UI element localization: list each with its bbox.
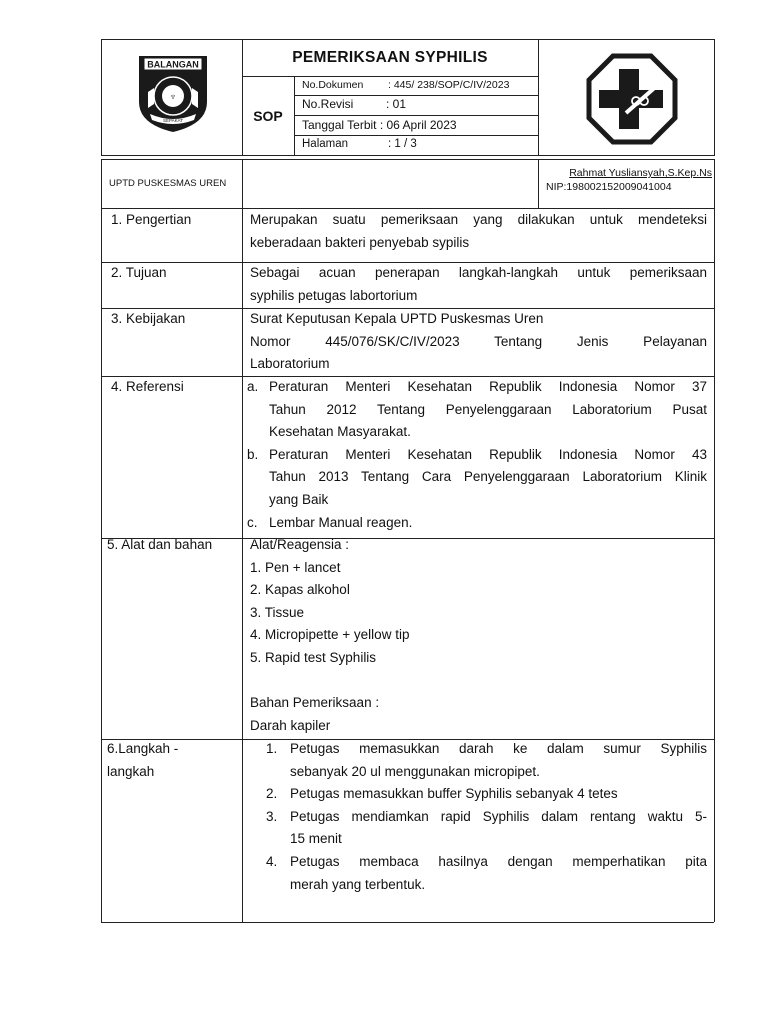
field-no-revisi [302, 95, 538, 115]
reference-item [247, 444, 707, 512]
header-divider-emblem [538, 39, 539, 156]
label-tujuan: 2. Tujuan [111, 265, 167, 280]
content-langkah [266, 738, 707, 896]
text-line: syphilis petugas labortorium [250, 287, 418, 303]
step-item [266, 806, 707, 851]
label-kebijakan: 3. Kebijakan [111, 311, 186, 326]
list-marker: a. [247, 379, 259, 394]
content-alat-dan-bahan [250, 534, 707, 737]
content-kebijakan [250, 308, 707, 376]
content-pengertian [250, 209, 707, 254]
bahan-heading: Bahan Pemeriksaan : [250, 695, 380, 711]
unit-row-top [101, 159, 714, 160]
field-halaman [302, 135, 538, 155]
text-line: Tahun 2012 Tentang Penyelenggaraan Laboratorium Pusat [269, 401, 707, 417]
logo-text-bottom: SEPAKAT [162, 118, 184, 123]
header-sop-divider [294, 76, 295, 156]
list-item: 1. Pen + lancet [250, 559, 341, 575]
text-line: Lembar Manual reagen. [269, 514, 413, 530]
text-line: Kesehatan Masyarakat. [269, 424, 411, 440]
field-label: Halaman [302, 138, 349, 150]
svg-text:♆: ♆ [169, 92, 177, 103]
list-item: 3. Tissue [250, 604, 305, 620]
regency-logo [134, 52, 212, 134]
step-number: 3. [266, 808, 278, 824]
text-line: Petugas memasukkan buffer Syphilis sebanyak 4 tetes [290, 786, 618, 802]
text-line: yang Baik [269, 491, 329, 507]
text-line: Surat Keputusan Kepala UPTD Puskesmas Uren [250, 311, 544, 326]
field-value: : 01 [386, 97, 407, 111]
logo-text-top: BALANGAN [147, 59, 199, 70]
text-line: Petugas membaca hasilnya dengan memperhatikan pita [290, 853, 707, 869]
field-tanggal-terbit [302, 115, 538, 135]
step-item [266, 738, 707, 783]
signer-divider [538, 159, 539, 208]
list-item: 5. Rapid test Syphilis [250, 649, 377, 665]
bahan-value: Darah kapiler [250, 717, 331, 733]
table-border-bottom [101, 922, 714, 923]
label-referensi: 4. Referensi [111, 379, 184, 394]
list-item: 2. Kapas alkohol [250, 582, 350, 598]
text-line: sebanyak 20 ul menggunakan micropipet. [290, 763, 540, 779]
list-marker: b. [247, 446, 259, 462]
table-border-right [714, 159, 715, 922]
label-alat-dan-bahan: 5. Alat dan bahan [107, 537, 213, 552]
list-marker: c. [247, 514, 258, 530]
text-line: Nomor 445/076/SK/C/IV/2023 Tentang Jenis Pelayanan [250, 333, 707, 349]
text-line: Merupakan suatu pemeriksaan yang dilakukan untuk mendeteksi [250, 212, 707, 227]
label-langkah [107, 738, 178, 783]
document-title: PEMERIKSAAN SYPHILIS [292, 48, 488, 66]
label-line: langkah [107, 763, 155, 779]
reference-item [247, 512, 707, 535]
text-line: Peraturan Menteri Kesehatan Republik Indonesia Nomor 43 [269, 446, 707, 462]
header-border-left [101, 39, 102, 156]
header-border-right [714, 39, 715, 156]
header-border-bottom [101, 155, 714, 156]
label-line: 6.Langkah - [107, 741, 179, 756]
table-border-left [101, 159, 102, 922]
text-line: Petugas memasukkan darah ke dalam sumur Syphilis [290, 741, 707, 756]
signer-nip: NIP:198002152009041004 [546, 181, 672, 193]
step-number: 2. [266, 786, 278, 802]
signer-name: Rahmat Yusliansyah,S.Kep.Ns [569, 167, 712, 179]
label-pengertian: 1. Pengertian [111, 212, 192, 227]
unit-name: UPTD PUSKESMAS UREN [109, 178, 227, 189]
text-line: merah yang terbentuk. [290, 876, 426, 892]
step-item [266, 783, 707, 806]
text-line: keberadaan bakteri penyebab sypilis [250, 234, 470, 250]
field-label: Tanggal Terbit [302, 118, 377, 132]
text-line: Laboratorium [250, 356, 330, 372]
reference-item [247, 376, 707, 444]
text-line: Sebagai acuan penerapan langkah-langkah untuk pemeriksaan [250, 265, 707, 280]
text-line: 15 menit [290, 831, 342, 847]
text-line: Peraturan Menteri Kesehatan Republik Indonesia Nomor 37 [269, 379, 707, 394]
field-value: : 06 April 2023 [379, 118, 457, 132]
field-label: No.Dokumen [302, 79, 364, 91]
content-tujuan [250, 262, 707, 307]
sop-label: SOP [253, 108, 283, 124]
step-number: 4. [266, 853, 278, 869]
list-item: 4. Micropipette + yellow tip [250, 627, 410, 643]
text-line: Tahun 2013 Tentang Cara Penyelenggaraan Laboratorium Klinik [269, 469, 707, 485]
field-no-dokumen [302, 76, 538, 95]
field-label: No.Revisi [302, 97, 354, 111]
alat-heading: Alat/Reagensia : [250, 537, 350, 552]
field-value: : 1 / 3 [388, 138, 417, 150]
content-referensi [247, 376, 707, 534]
field-value: : 445/ 238/SOP/C/IV/2023 [388, 79, 510, 91]
table-column-divider [242, 159, 243, 922]
text-line: Petugas mendiamkan rapid Syphilis dalam rentang waktu 5- [290, 808, 707, 824]
step-item [266, 851, 707, 896]
step-number: 1. [266, 741, 278, 756]
health-emblem-icon [586, 53, 678, 145]
